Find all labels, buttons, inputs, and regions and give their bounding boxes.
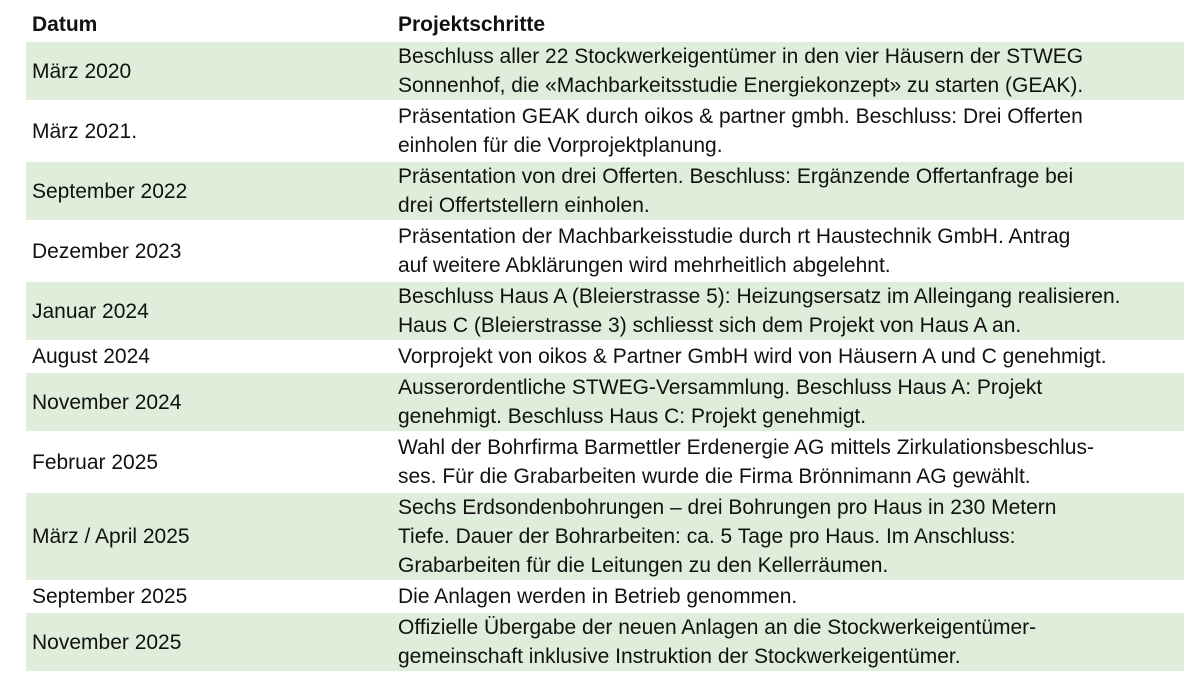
row-steps-line: gemeinschaft inklusive Instruktion der Stockwerkeigentümer. — [398, 645, 961, 668]
row-date: August 2024 — [32, 345, 150, 368]
table-row — [26, 162, 1184, 220]
table-row — [26, 493, 1184, 580]
table-row — [26, 222, 1184, 280]
header-date: Datum — [32, 13, 98, 36]
row-steps — [398, 342, 1184, 371]
row-steps-line: Präsentation von drei Offerten. Beschluss: Ergänzende Offertanfrage bei — [398, 165, 1074, 188]
row-steps — [398, 222, 1184, 280]
table-row — [26, 613, 1184, 671]
row-date: Dezember 2023 — [32, 239, 182, 263]
row-date: März 2021. — [32, 119, 138, 143]
row-steps — [398, 162, 1184, 220]
row-steps-line: Beschluss Haus A (Bleierstrasse 5): Heizungsersatz im Alleingang realisieren. — [398, 285, 1121, 308]
row-steps-line: Präsentation GEAK durch oikos & partner gmbh. Beschluss: Drei Offerten — [398, 105, 1083, 128]
table-row — [26, 582, 1184, 611]
row-date: März 2020 — [32, 59, 132, 83]
row-steps-line: Haus C (Bleierstrasse 3) schliesst sich dem Projekt von Haus A an. — [398, 314, 1022, 337]
row-date: September 2025 — [32, 585, 188, 608]
row-steps — [398, 582, 1184, 611]
row-steps-line: drei Offertstellern einholen. — [398, 194, 650, 217]
row-steps-line: Tiefe. Dauer der Bohrarbeiten: ca. 5 Tage pro Haus. Im Anschluss: — [398, 525, 1016, 548]
row-steps-line: Grabarbeiten für die Leitungen zu den Kellerräumen. — [398, 554, 889, 577]
row-steps-line: Sechs Erdsondenbohrungen – drei Bohrungen pro Haus in 230 Metern — [398, 496, 1057, 519]
row-date: März / April 2025 — [32, 525, 190, 548]
row-steps-line: Beschluss aller 22 Stockwerkeigentümer in den vier Häusern der STWEG — [398, 45, 1084, 68]
row-steps — [398, 282, 1184, 340]
row-date: September 2022 — [32, 179, 188, 203]
table-row — [26, 102, 1184, 160]
row-date: Januar 2024 — [32, 299, 149, 323]
row-steps-line: Ausserordentliche STWEG-Versammlung. Beschluss Haus A: Projekt — [398, 376, 1043, 399]
row-date: November 2025 — [32, 630, 182, 654]
table-row — [26, 433, 1184, 491]
header-steps: Projektschritte — [398, 13, 546, 36]
table-row — [26, 373, 1184, 431]
row-steps-line: Vorprojekt von oikos & Partner GmbH wird von Häusern A und C genehmigt. — [398, 345, 1107, 368]
row-steps — [398, 493, 1184, 580]
row-steps-line: Wahl der Bohrfirma Barmettler Erdenergie AG mittels Zirkulationsbeschlus- — [398, 436, 1094, 459]
row-steps — [398, 433, 1184, 491]
table-row — [26, 42, 1184, 100]
row-steps — [398, 102, 1184, 160]
row-steps — [398, 42, 1184, 100]
row-date: November 2024 — [32, 390, 182, 414]
row-date: Februar 2025 — [32, 450, 159, 474]
table-row — [26, 282, 1184, 340]
row-steps-line: ses. Für die Grabarbeiten wurde die Firma Brönnimann AG gewählt. — [398, 465, 1031, 488]
row-steps — [398, 373, 1184, 431]
row-steps-line: genehmigt. Beschluss Haus C: Projekt genehmigt. — [398, 405, 867, 428]
row-steps-line: Die Anlagen werden in Betrieb genommen. — [398, 585, 798, 608]
row-steps-line: einholen für die Vorprojektplanung. — [398, 134, 723, 157]
row-steps — [398, 613, 1184, 671]
table-row — [26, 342, 1184, 371]
row-steps-line: auf weitere Abklärungen wird mehrheitlich abgelehnt. — [398, 254, 891, 277]
row-steps-line: Sonnenhof, die «Machbarkeitsstudie Energiekonzept» zu starten (GEAK). — [398, 74, 1084, 97]
row-steps-line: Präsentation der Machbarkeisstudie durch rt Haustechnik GmbH. Antrag — [398, 225, 1071, 248]
table-header — [26, 10, 1184, 40]
project-timeline-table — [26, 10, 1184, 671]
row-steps-line: Offizielle Übergabe der neuen Anlagen an die Stockwerkeigentümer- — [398, 616, 1037, 639]
